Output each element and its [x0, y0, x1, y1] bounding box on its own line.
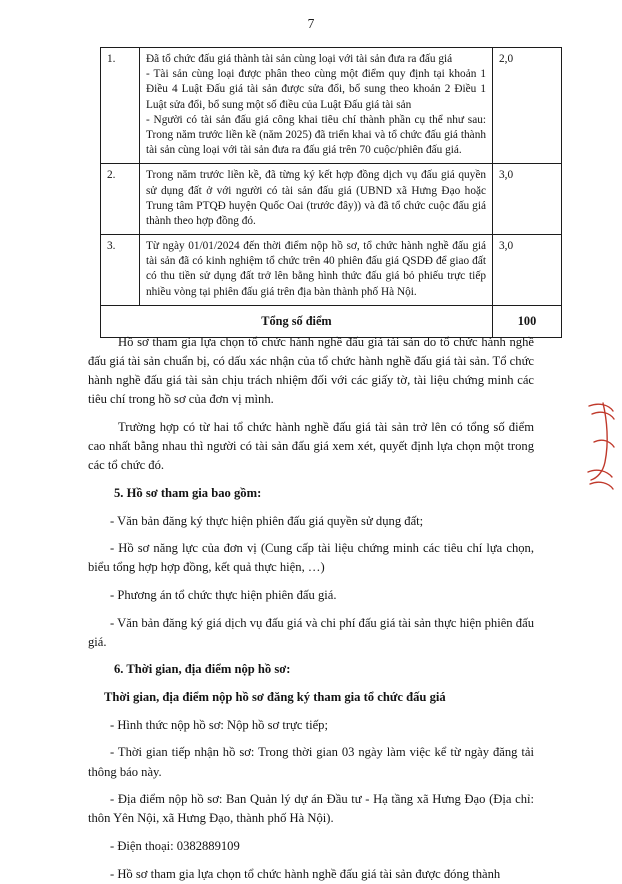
table-row	[101, 164, 562, 235]
row-description	[140, 48, 493, 164]
bullet-item: - Văn bản đăng ký thực hiện phiên đấu giá quyền sử dụng đất;	[110, 513, 424, 528]
row-index: 1.	[101, 48, 140, 164]
row-index: 3.	[101, 235, 140, 306]
bullet-item: - Thời gian tiếp nhận hồ sơ: Trong thời gian 03 ngày làm việc kể từ ngày đăng tải thông báo này.	[88, 745, 534, 779]
row-index: 2.	[101, 164, 140, 235]
bullet-item: - Điện thoại: 0382889109	[110, 838, 240, 853]
description-line: Đã tổ chức đấu giá thành tài sản cùng loại với tài sản đưa ra đấu giá	[146, 53, 453, 65]
total-value: 100	[493, 305, 562, 338]
bullet-item: - Văn bản đăng ký giá dịch vụ đấu giá và chi phí đấu giá tài sản thực hiện phiên đấu giá.	[88, 615, 534, 649]
bullet-item: - Hồ sơ tham gia lựa chọn tổ chức hành nghề đấu giá tài sản được đóng thành	[110, 866, 501, 881]
document-body	[88, 333, 534, 884]
description-line: Trong năm trước liền kề, đã từng ký kết hợp đồng dịch vụ đấu giá quyền sử dụng đất ở với người có tài sản đấu giá (UBND xã Hưng Đạo hoặc Trung tâm PTQĐ huyện Quốc Oai (trước đây)) và đã tổ chức cuộc đấu giá thành theo hợp đồng đó.	[146, 169, 486, 227]
red-handwritten-mark-icon	[583, 398, 619, 498]
row-points: 3,0	[493, 235, 562, 306]
section-heading-5: 5. Hồ sơ tham gia bao gồm:	[114, 485, 262, 500]
criteria-table-body	[101, 48, 562, 338]
row-description	[140, 235, 493, 306]
row-points: 2,0	[493, 48, 562, 164]
bullet-item: - Phương án tổ chức thực hiện phiên đấu giá.	[110, 588, 337, 603]
table-row	[101, 235, 562, 306]
paragraph: Hồ sơ tham gia lựa chọn tổ chức hành nghề đấu giá tài sản do tổ chức hành nghề đấu giá tài sản chuẩn bị, có dấu xác nhận của tổ chức hành nghề đấu giá tài sản. Tổ chức hành nghề đấu giá tài sản chịu trách nhiệm đối với các giấy tờ, tài liệu chứng minh các tiêu chí trong hồ sơ của đơn vị mình.	[88, 335, 534, 407]
bullet-item: - Địa điểm nộp hồ sơ: Ban Quản lý dự án Đầu tư - Hạ tầng xã Hưng Đạo (Địa chỉ: thôn Yên Nội, xã Hưng Đạo, thành phố Hà Nội).	[88, 792, 534, 826]
total-label: Tổng số điểm	[101, 305, 493, 338]
page-number: 7	[307, 16, 315, 31]
row-description	[140, 164, 493, 235]
criteria-scoring-table	[100, 47, 562, 338]
row-points: 3,0	[493, 164, 562, 235]
bullet-item: - Hồ sơ năng lực của đơn vị (Cung cấp tài liệu chứng minh các tiêu chí lựa chọn, biểu tổng hợp hợp đồng, kết quả thực hiện, …)	[88, 541, 534, 575]
table-row	[101, 48, 562, 164]
description-line: Từ ngày 01/01/2024 đến thời điểm nộp hồ sơ, tổ chức hành nghề đấu giá tài sản đã có kinh nghiệm tổ chức trên 40 phiên đấu giá QSDĐ để giao đất có thu tiền sử dụng đất trở lên bằng hình thức đấu giá bỏ phiếu trực tiếp nhiều vòng tại phiên đấu giá trên địa bàn thành phố Hà Nội.	[146, 240, 486, 298]
description-line: - Người có tài sản đấu giá công khai tiêu chí thành phần cụ thể như sau: Trong năm trước liền kề (năm 2025) đã triển khai và tổ chức đấu giá thành tài sản cùng loại với tài sản đưa ra đấu giá trên 70 cuộc/phiên đấu giá.	[146, 113, 486, 157]
description-line: - Tài sản cùng loại được phân theo cùng một điểm quy định tại khoản 1 Điều 4 Luật Đấu giá tài sản được sửa đổi, bổ sung theo khoản 2 Điều 1 Luật sửa đổi, bổ sung một số điều của Luật Đấu giá tài sản	[146, 68, 486, 111]
section-heading-6: 6. Thời gian, địa điểm nộp hồ sơ:	[114, 662, 291, 677]
bullet-item: - Hình thức nộp hồ sơ: Nộp hồ sơ trực tiếp;	[110, 717, 328, 732]
paragraph: Trường hợp có từ hai tổ chức hành nghề đấu giá tài sản trở lên có tổng số điểm cao nhất bằng nhau thì người có tài sản đấu giá xem xét, quyết định lựa chọn một trong các tổ chức đó.	[88, 420, 534, 473]
subsection-heading: Thời gian, địa điểm nộp hồ sơ đăng ký tham gia tổ chức đấu giá	[104, 690, 446, 705]
